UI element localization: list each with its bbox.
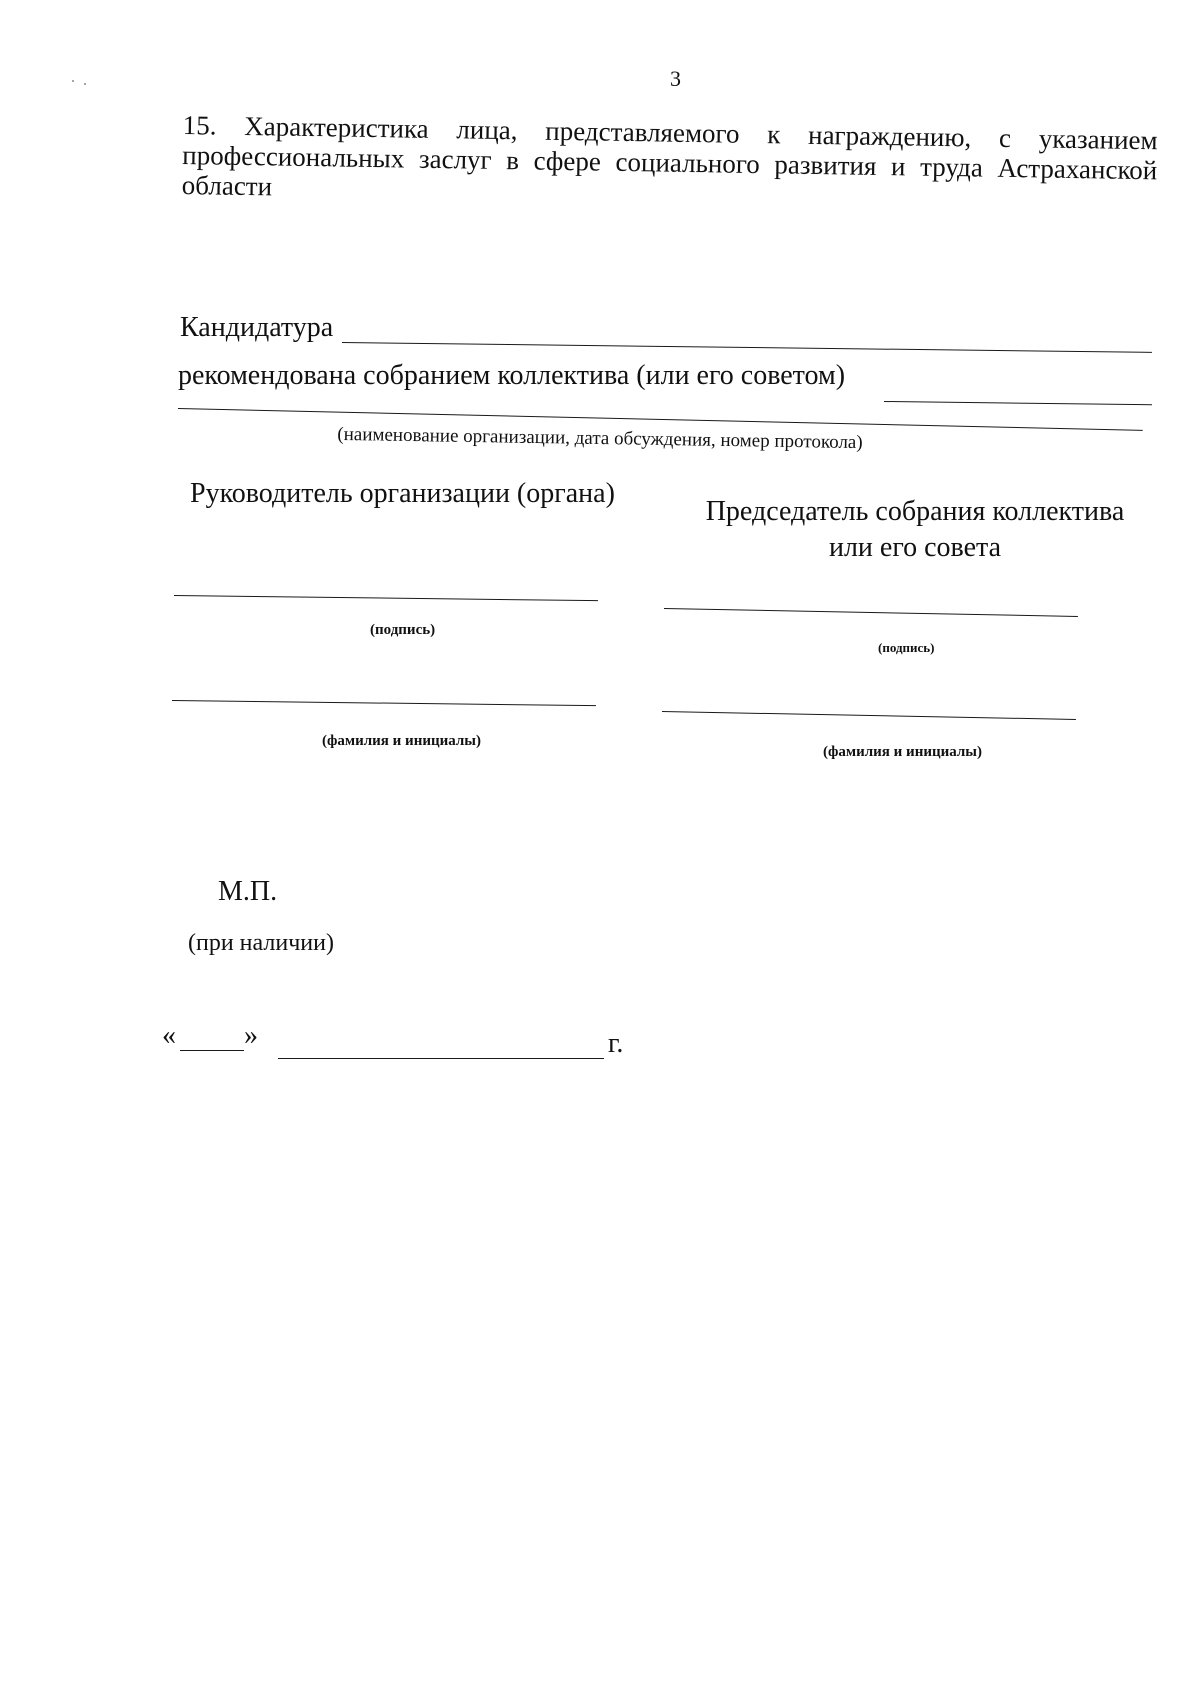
scan-speck [84, 83, 86, 85]
stamp-note: (при наличии) [188, 930, 334, 956]
head-of-organization-heading: Руководитель организации (органа) [190, 478, 615, 509]
chair-name-line[interactable] [662, 711, 1076, 720]
date-day-line[interactable] [180, 1050, 244, 1051]
date-month-line[interactable] [278, 1058, 604, 1059]
organization-caption: (наименование организации, дата обсуждения, номер протокола) [337, 423, 863, 454]
chair-signature-caption: (подпись) [878, 640, 935, 655]
date-year-suffix: г. [608, 1028, 624, 1059]
scan-speck [72, 80, 74, 82]
head-signature-line[interactable] [174, 595, 598, 601]
date-quote-open: « [162, 1020, 176, 1051]
head-signature-caption: (подпись) [370, 622, 436, 638]
head-name-line[interactable] [172, 700, 596, 706]
candidacy-line[interactable] [342, 342, 1152, 353]
candidacy-label: Кандидатура [180, 312, 334, 343]
chair-name-caption: (фамилия и инициалы) [823, 744, 983, 760]
stamp-label: М.П. [218, 876, 278, 907]
page-number: 3 [670, 66, 681, 91]
section-15-text: 15. Характеристика лица, представляемого к награждению, с указанием профессиональных заслуг в сфере социального развития и труда Астраханской области [181, 110, 1158, 202]
head-name-caption: (фамилия и инициалы) [322, 733, 482, 749]
recommended-label: рекомендована собранием коллектива (или его советом) [178, 360, 846, 391]
collective-chair-heading: Председатель собрания коллектива или его совета [705, 496, 1125, 563]
recommended-line[interactable] [884, 401, 1152, 405]
chair-signature-line[interactable] [664, 608, 1078, 617]
date-quote-close: » [244, 1020, 258, 1051]
